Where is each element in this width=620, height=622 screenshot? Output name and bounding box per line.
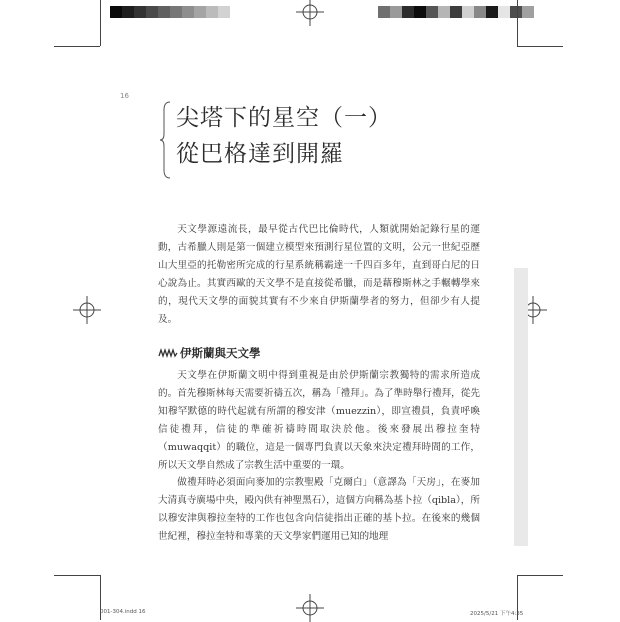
- chapter-title-line-2: 從巴格達到開羅: [176, 141, 344, 167]
- chapter-title-line-1: 尖塔下的星空（一）: [176, 105, 392, 131]
- calibration-swatch: [218, 6, 230, 18]
- calibration-swatch: [122, 6, 134, 18]
- registration-mark-bottom: [296, 594, 324, 622]
- title-bracket-decoration: [160, 100, 172, 180]
- margin-strip: [514, 268, 528, 546]
- calibration-swatch: [146, 6, 158, 18]
- calibration-swatch: [158, 6, 170, 18]
- calibration-swatch: [522, 6, 534, 18]
- calibration-swatch: [426, 6, 438, 18]
- body-paragraph-1: 天文學在伊斯蘭文明中得到重視是由於伊斯蘭宗教獨特的需求所造成的。首先穆斯林每天需要祈禱五次，稱為「禮拜」。為了準時舉行禮拜，從先知穆罕默德的時代起就有所謂的穆安津（muezzin），即宣禮員，負責呼喚信徒禮拜，信徒的準確祈禱時間取決於他。後來發展出穆拉奎特（muwaqqit）的職位，這是一個專門負責以天象來決定禮拜時間的工作，所以天文學自然成了宗教生活中重要的一環。: [158, 370, 480, 472]
- registration-mark-top: [296, 0, 324, 26]
- calibration-swatch: [110, 6, 122, 18]
- calibration-swatch: [474, 6, 486, 18]
- calibration-swatch: [414, 6, 426, 18]
- intro-paragraph: 天文學源遠流長，最早從古代巴比倫時代，人類就開始記錄行星的運動，古希臘人則是第一個建立模型來預測行星位置的文明，公元一世紀亞歷山大里亞的托勒密所完成的行星系統稱霸達一千四百多年，直到哥白尼的日心說為止。其實西歐的天文學不是直接從希臘，而是藉穆斯林之手輾轉學來的，現代天文學的面貌其實有不少來自伊斯蘭學者的努力，但卻少有人提及。: [158, 224, 480, 326]
- calibration-swatch: [510, 6, 522, 18]
- section-heading: [158, 345, 261, 361]
- calibration-swatch: [134, 6, 146, 18]
- page-number: 16: [120, 92, 129, 100]
- calibration-swatch: [378, 6, 390, 18]
- color-calibration-bar-right: [378, 6, 534, 18]
- section-heading-text: 伊斯蘭與天文學: [180, 346, 261, 360]
- calibration-swatch: [438, 6, 450, 18]
- calibration-swatch: [390, 6, 402, 18]
- crop-mark: [517, 575, 563, 576]
- calibration-swatch: [498, 6, 510, 18]
- crop-mark: [517, 0, 518, 46]
- crop-mark: [54, 46, 100, 47]
- crop-mark: [54, 575, 100, 576]
- crop-mark: [517, 46, 563, 47]
- date-slug: 2025/5/21 下午4:35: [470, 611, 524, 617]
- wave-icon: [158, 347, 178, 359]
- calibration-swatch: [450, 6, 462, 18]
- calibration-swatch: [402, 6, 414, 18]
- color-calibration-bar-left: [110, 6, 230, 18]
- calibration-swatch: [206, 6, 218, 18]
- calibration-swatch: [462, 6, 474, 18]
- file-slug: 001-304.indd 16: [100, 609, 146, 615]
- calibration-swatch: [170, 6, 182, 18]
- calibration-swatch: [194, 6, 206, 18]
- crop-mark: [100, 0, 101, 46]
- registration-mark-left: [73, 296, 101, 324]
- calibration-swatch: [486, 6, 498, 18]
- body-paragraph-2: 做禮拜時必須面向麥加的宗教聖殿「克爾白」（意譯為「天房」，在麥加大清真寺廣場中央，殿內供有神聖黑石），這個方向稱為基卜拉（qibla），所以穆安津與穆拉奎特的工作也包含向信徒指出正確的基卜拉。在後來的幾個世紀裡，穆拉奎特和專業的天文學家們運用已知的地理: [158, 477, 480, 543]
- calibration-swatch: [182, 6, 194, 18]
